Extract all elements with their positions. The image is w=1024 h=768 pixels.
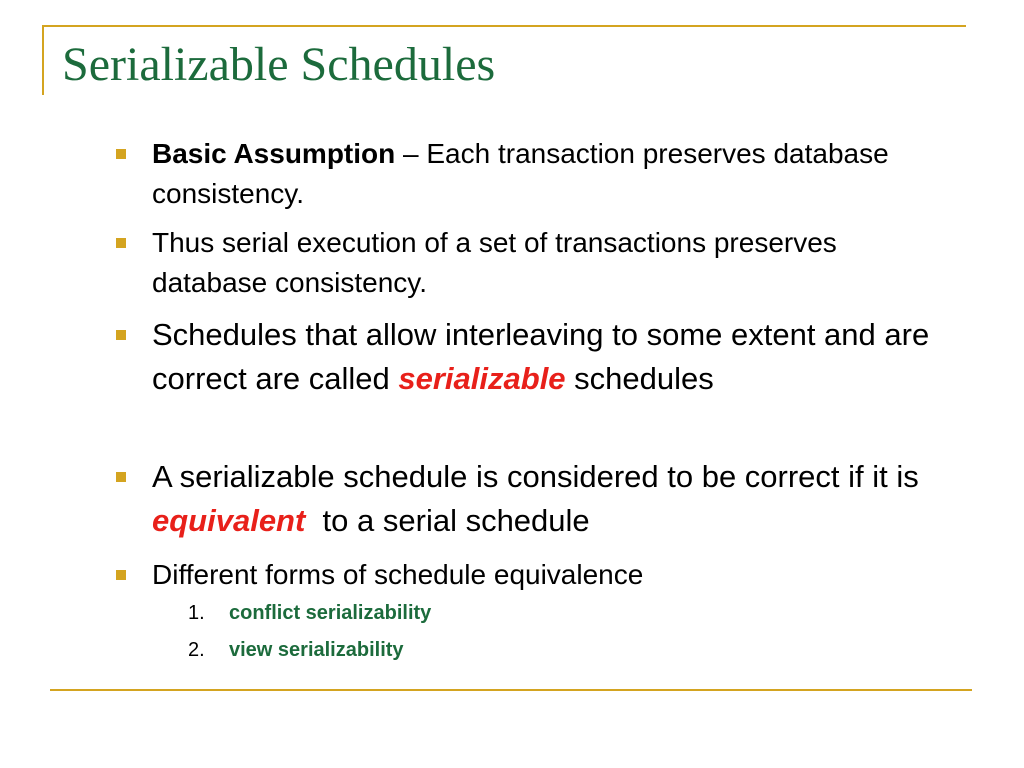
sub-item-text: view serializability xyxy=(229,639,404,661)
bullet-body-text: Schedules that allow interleaving to some extent and are correct are called xyxy=(152,317,930,396)
highlight-term: equivalent xyxy=(152,503,306,538)
bullet-text: Different forms of schedule equivalence xyxy=(152,559,644,590)
bullet-square-icon xyxy=(116,238,126,248)
sub-item-number: 2. xyxy=(188,639,205,661)
bullet-strong-label: Basic Assumption xyxy=(152,138,396,169)
bullet-text xyxy=(152,313,952,401)
slide-title: Serializable Schedules xyxy=(62,38,496,91)
highlight-term: serializable xyxy=(398,361,566,396)
bullet-square-icon xyxy=(116,149,126,159)
frame-top-rule xyxy=(42,25,966,27)
sub-item-text: conflict serializability xyxy=(229,602,432,624)
bullet-text: Thus serial execution of a set of transactions preserves database consistency. xyxy=(152,227,837,298)
bullet-text xyxy=(152,455,952,543)
bullet-text xyxy=(152,134,952,214)
bullet-square-icon xyxy=(116,570,126,580)
bullet-body-text: schedules xyxy=(565,361,714,396)
sub-item-number: 1. xyxy=(188,602,205,624)
bullet-body-text: A serializable schedule is considered to be correct if it is xyxy=(152,459,919,494)
bullet-square-icon xyxy=(116,472,126,482)
frame-left-rule xyxy=(42,25,44,95)
frame-bottom-rule xyxy=(50,689,972,691)
bullet-square-icon xyxy=(116,330,126,340)
bullet-body-text: to a serial schedule xyxy=(305,503,590,538)
bullet-body-text: – Each transaction preserves database consistency. xyxy=(152,138,889,209)
